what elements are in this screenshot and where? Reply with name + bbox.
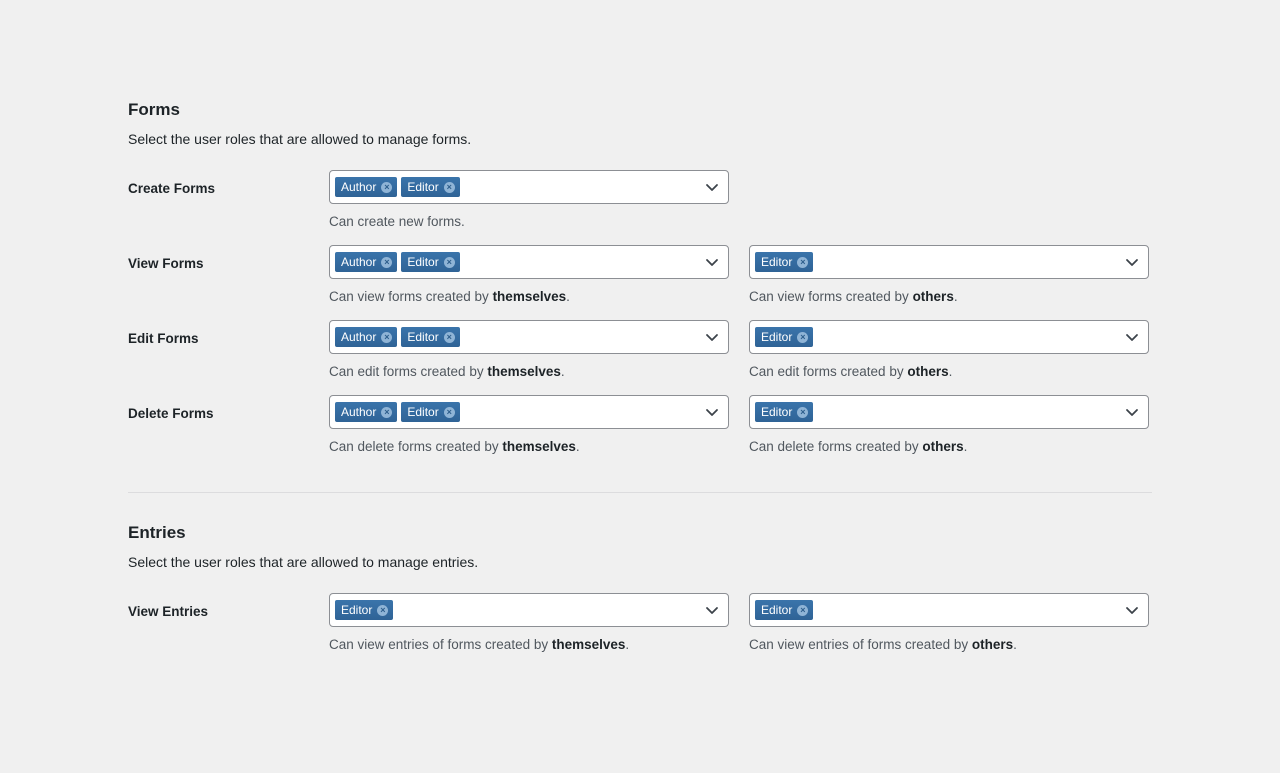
section-title-forms: Forms [128, 100, 180, 119]
role-select-view-entries-themselves[interactable] [329, 593, 729, 627]
setting-row-delete-forms [128, 395, 1152, 456]
setting-label-create-forms: Create Forms [128, 181, 216, 196]
setting-fields [329, 593, 1152, 654]
role-tag[interactable]: Editor × [335, 600, 393, 620]
role-select-create-forms[interactable] [329, 170, 729, 204]
role-tag[interactable]: Editor × [755, 402, 813, 422]
setting-row-view-forms [128, 245, 1152, 306]
remove-tag-icon[interactable]: × [444, 407, 455, 418]
field-create-forms-themselves [329, 170, 729, 231]
field-view-entries-others [749, 593, 1149, 654]
setting-fields [329, 320, 1152, 381]
role-select-edit-forms-themselves[interactable] [329, 320, 729, 354]
section-entries [128, 523, 1152, 654]
remove-tag-icon[interactable]: × [381, 182, 392, 193]
chevron-down-icon[interactable] [1125, 603, 1139, 617]
section-description-entries: Select the user roles that are allowed to manage entries. [128, 554, 479, 570]
setting-fields [329, 245, 1152, 306]
role-tag[interactable]: Editor × [401, 177, 459, 197]
setting-row-view-entries [128, 593, 1152, 654]
field-hint: Can view forms created by others. [749, 289, 958, 304]
role-select-delete-forms-themselves[interactable] [329, 395, 729, 429]
chevron-down-icon[interactable] [705, 603, 719, 617]
remove-tag-icon[interactable]: × [381, 407, 392, 418]
remove-tag-icon[interactable]: × [797, 257, 808, 268]
spacer [128, 493, 1152, 523]
remove-tag-icon[interactable]: × [797, 407, 808, 418]
field-view-forms-themselves [329, 245, 729, 306]
setting-row-edit-forms [128, 320, 1152, 381]
field-hint: Can view entries of forms created by others. [749, 637, 1017, 652]
field-edit-forms-themselves [329, 320, 729, 381]
remove-tag-icon[interactable]: × [797, 332, 808, 343]
setting-label-view-entries: View Entries [128, 604, 209, 619]
remove-tag-icon[interactable]: × [381, 257, 392, 268]
chevron-down-icon[interactable] [705, 255, 719, 269]
role-tag[interactable]: Editor × [401, 402, 459, 422]
remove-tag-icon[interactable]: × [377, 605, 388, 616]
settings-content [128, 100, 1152, 668]
role-select-view-entries-others[interactable] [749, 593, 1149, 627]
remove-tag-icon[interactable]: × [797, 605, 808, 616]
field-hint: Can delete forms created by themselves. [329, 439, 580, 454]
role-tag[interactable]: Editor × [755, 327, 813, 347]
section-forms [128, 100, 1152, 456]
field-edit-forms-others [749, 320, 1149, 381]
field-delete-forms-themselves [329, 395, 729, 456]
field-hint: Can view forms created by themselves. [329, 289, 570, 304]
role-tag[interactable]: Author × [335, 327, 397, 347]
setting-label-view-forms: View Forms [128, 256, 204, 271]
role-tag[interactable]: Editor × [401, 327, 459, 347]
chevron-down-icon[interactable] [705, 405, 719, 419]
setting-row-create-forms [128, 170, 1152, 231]
role-tag[interactable]: Author × [335, 177, 397, 197]
role-select-view-forms-themselves[interactable] [329, 245, 729, 279]
role-select-delete-forms-others[interactable] [749, 395, 1149, 429]
setting-label-delete-forms: Delete Forms [128, 406, 214, 421]
role-tag[interactable]: Author × [335, 402, 397, 422]
setting-fields [329, 170, 1152, 231]
remove-tag-icon[interactable]: × [381, 332, 392, 343]
field-hint: Can edit forms created by themselves. [329, 364, 565, 379]
field-view-forms-others [749, 245, 1149, 306]
field-hint: Can create new forms. [329, 214, 465, 229]
field-hint: Can delete forms created by others. [749, 439, 968, 454]
role-select-edit-forms-others[interactable] [749, 320, 1149, 354]
section-description-forms: Select the user roles that are allowed to manage forms. [128, 131, 472, 147]
field-hint: Can edit forms created by others. [749, 364, 953, 379]
remove-tag-icon[interactable]: × [444, 257, 455, 268]
section-title-entries: Entries [128, 523, 186, 542]
remove-tag-icon[interactable]: × [444, 332, 455, 343]
chevron-down-icon[interactable] [1125, 330, 1139, 344]
chevron-down-icon[interactable] [1125, 255, 1139, 269]
role-tag[interactable]: Editor × [755, 600, 813, 620]
field-view-entries-themselves [329, 593, 729, 654]
chevron-down-icon[interactable] [705, 180, 719, 194]
setting-fields [329, 395, 1152, 456]
chevron-down-icon[interactable] [705, 330, 719, 344]
remove-tag-icon[interactable]: × [444, 182, 455, 193]
role-tag[interactable]: Editor × [755, 252, 813, 272]
setting-label-edit-forms: Edit Forms [128, 331, 199, 346]
role-select-view-forms-others[interactable] [749, 245, 1149, 279]
chevron-down-icon[interactable] [1125, 405, 1139, 419]
field-hint: Can view entries of forms created by themselves. [329, 637, 630, 652]
role-tag[interactable]: Author × [335, 252, 397, 272]
role-tag[interactable]: Editor × [401, 252, 459, 272]
field-delete-forms-others [749, 395, 1149, 456]
